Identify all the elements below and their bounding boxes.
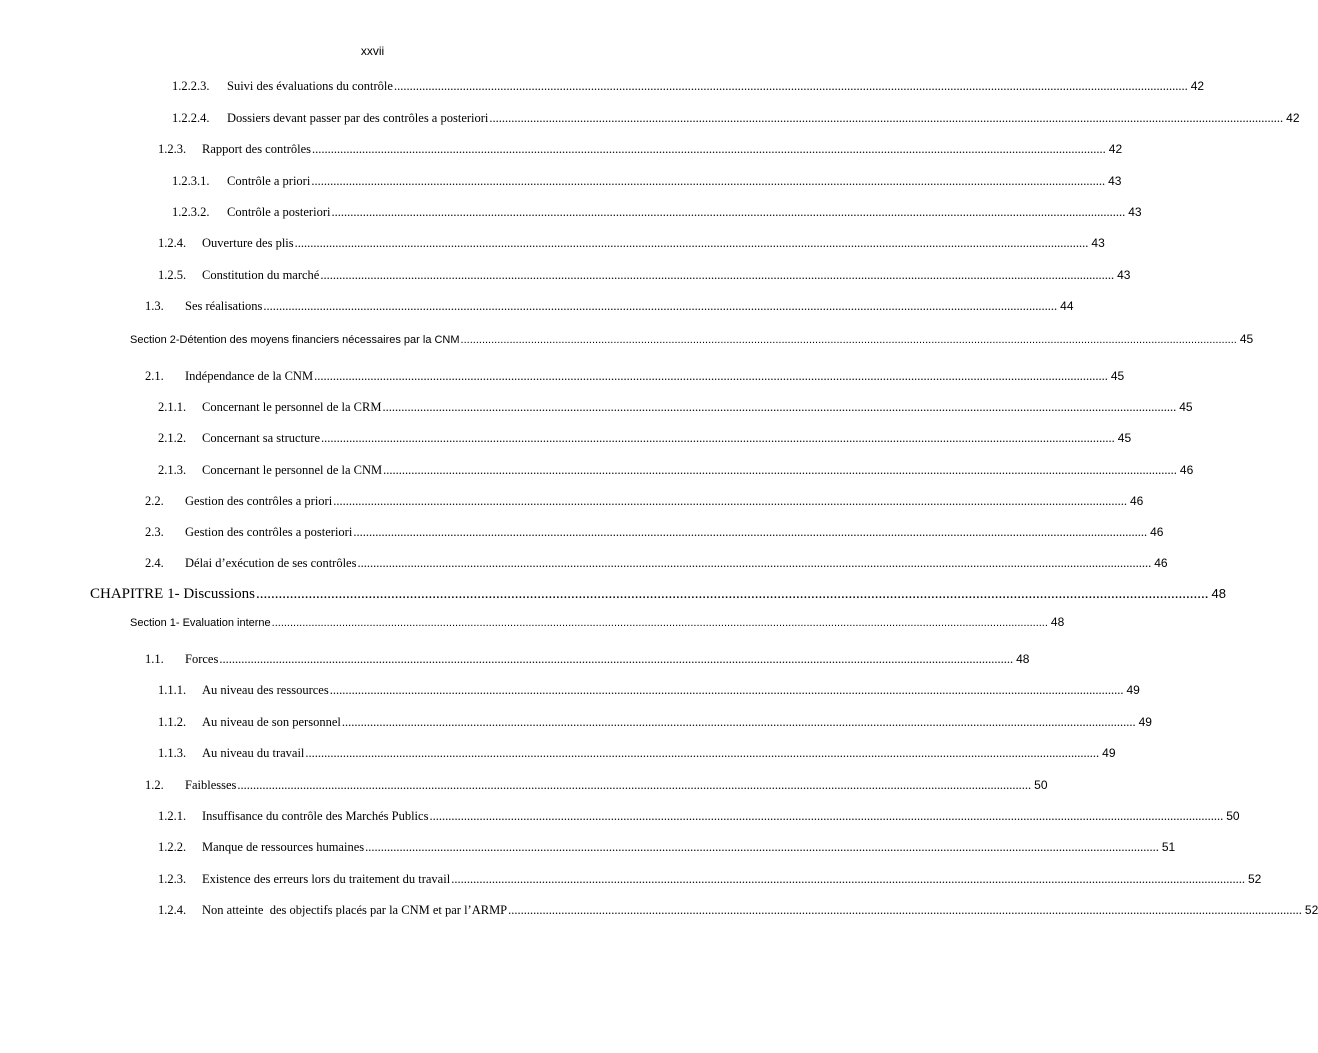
entry-title: Rapport des contrôles [202, 142, 312, 156]
entry-number: 1.1. [145, 652, 164, 666]
leader-dots [382, 400, 1176, 415]
entry-page: 52 [1247, 872, 1262, 886]
entry-title: Section 2-Détention des moyens financiers nécessaires par la CNM [130, 334, 460, 346]
entry-page: 44 [1060, 299, 1074, 313]
toc-entry[interactable] [158, 431, 1132, 446]
entry-number: 1.1.2. [158, 715, 187, 729]
entry-number: 1.2.3. [158, 142, 187, 156]
leader-dots [321, 431, 1115, 446]
toc-entry[interactable] [145, 369, 1125, 384]
entry-page: 45 [1179, 400, 1193, 414]
entry-number: 1.1.3. [158, 746, 187, 760]
entry-page: 43 [1117, 268, 1131, 282]
leader-dots [330, 683, 1124, 698]
leader-dots [219, 652, 1013, 667]
entry-title: Section 1- Evaluation interne [130, 617, 271, 629]
entry-number: 2.1.1. [158, 400, 187, 414]
entry-title: Constitution du marché [202, 268, 320, 282]
entry-title: Concernant le personnel de la CNM [202, 463, 383, 477]
entry-title: Non atteinte des objectifs placés par la CNM et par l’ARMP [202, 903, 508, 917]
leader-dots [311, 174, 1105, 189]
entry-page: 50 [1226, 809, 1240, 823]
entry-page: 43 [1128, 205, 1142, 219]
toc-entry[interactable] [172, 174, 1122, 189]
entry-title: Au niveau des ressources [202, 683, 329, 697]
entry-title: Faiblesses [185, 778, 237, 792]
entry-title: Concernant sa structure [202, 431, 321, 445]
entry-page: 42 [1286, 111, 1300, 125]
leader-dots [263, 299, 1057, 314]
toc-entry[interactable] [172, 205, 1142, 220]
entry-number: 1.2.4. [158, 236, 187, 250]
toc-entry[interactable] [158, 236, 1105, 251]
entry-title: Ses réalisations [185, 299, 263, 313]
entry-number: 2.4. [145, 556, 164, 570]
toc-entry[interactable] [145, 299, 1074, 314]
entry-number: 1.3. [145, 299, 164, 313]
entry-number: 1.2.1. [158, 809, 187, 823]
leader-dots [295, 236, 1089, 251]
toc-entry[interactable] [172, 79, 1205, 94]
entry-number: 1.2.3.1. [172, 174, 210, 188]
toc-entry-chapter[interactable] [90, 586, 1226, 603]
leader-dots [305, 746, 1099, 761]
toc-entry[interactable] [158, 903, 1318, 918]
entry-number: 1.2.4. [158, 903, 187, 917]
toc-entry[interactable] [158, 400, 1193, 415]
entry-page: 49 [1138, 715, 1152, 729]
entry-title: Contrôle a posteriori [227, 205, 331, 219]
toc-entry-section[interactable] [130, 332, 1254, 346]
entry-page: 43 [1108, 174, 1122, 188]
entry-title: Existence des erreurs lors du traitement du travail [202, 872, 451, 886]
toc-entry[interactable] [145, 525, 1164, 540]
leader-dots [272, 617, 1048, 629]
entry-number: 1.2.2. [158, 840, 187, 854]
entry-number: 1.2. [145, 778, 164, 792]
entry-page: 48 [1211, 586, 1226, 601]
entry-title: Suivi des évaluations du contrôle [227, 79, 393, 93]
toc-entry[interactable] [158, 809, 1240, 824]
toc-entry-section[interactable] [130, 615, 1065, 629]
toc-entry[interactable] [145, 494, 1144, 509]
entry-page: 46 [1150, 525, 1164, 539]
entry-page: 49 [1102, 746, 1116, 760]
entry-title: Manque de ressources humaines [202, 840, 365, 854]
entry-title: CHAPITRE 1- Discussions [90, 586, 256, 602]
toc-entry[interactable] [158, 463, 1194, 478]
toc-entry[interactable] [158, 268, 1131, 283]
entry-title: Délai d’exécution de ses contrôles [185, 556, 357, 570]
entry-page: 52 [1304, 903, 1318, 917]
entry-page: 51 [1161, 840, 1176, 854]
toc-entry[interactable] [158, 840, 1176, 855]
leader-dots [256, 586, 1209, 603]
entry-number: 2.1.3. [158, 463, 187, 477]
leader-dots [508, 903, 1302, 918]
entry-number: 2.1. [145, 369, 164, 383]
leader-dots [394, 79, 1188, 94]
entry-page: 45 [1117, 431, 1132, 445]
entry-page: 42 [1108, 142, 1123, 156]
entry-title: Forces [185, 652, 219, 666]
page-number: xxvii [360, 44, 385, 58]
entry-page: 43 [1091, 236, 1105, 250]
leader-dots [237, 778, 1031, 793]
toc-entry[interactable] [158, 746, 1116, 761]
leader-dots [353, 525, 1147, 540]
toc-entry[interactable] [145, 778, 1048, 793]
leader-dots [489, 111, 1283, 126]
leader-dots [333, 494, 1127, 509]
toc-entry[interactable] [172, 111, 1300, 126]
toc-entry[interactable] [145, 652, 1030, 667]
leader-dots [451, 872, 1245, 887]
entry-number: 2.3. [145, 525, 164, 539]
entry-number: 1.2.3.2. [172, 205, 210, 219]
entry-title: Ouverture des plis [202, 236, 294, 250]
leader-dots [342, 715, 1136, 730]
entry-page: 50 [1034, 778, 1048, 792]
toc-entry[interactable] [145, 556, 1168, 571]
entry-page: 45 [1110, 369, 1125, 383]
entry-title: Gestion des contrôles a priori [185, 494, 333, 508]
entry-title: Gestion des contrôles a posteriori [185, 525, 353, 539]
entry-title: Insuffisance du contrôle des Marchés Publics [202, 809, 429, 823]
entry-page: 42 [1190, 79, 1205, 93]
leader-dots [461, 334, 1237, 346]
entry-number: 2.1.2. [158, 431, 187, 445]
entry-page: 46 [1179, 463, 1194, 477]
entry-title: Indépendance de la CNM [185, 369, 314, 383]
entry-title: Concernant le personnel de la CRM [202, 400, 382, 414]
entry-page: 45 [1239, 332, 1254, 346]
leader-dots [429, 809, 1223, 824]
leader-dots [331, 205, 1125, 220]
entry-number: 1.2.2.3. [172, 79, 210, 93]
entry-number: 1.2.2.4. [172, 111, 210, 125]
entry-title: Au niveau du travail [202, 746, 305, 760]
toc-entry[interactable] [158, 683, 1140, 698]
entry-title: Au niveau de son personnel [202, 715, 341, 729]
leader-dots [357, 556, 1151, 571]
entry-page: 46 [1129, 494, 1144, 508]
leader-dots [320, 268, 1114, 283]
entry-page: 48 [1050, 615, 1065, 629]
entry-number: 1.2.3. [158, 872, 187, 886]
entry-number: 2.2. [145, 494, 164, 508]
leader-dots [314, 369, 1108, 384]
entry-number: 1.1.1. [158, 683, 187, 697]
leader-dots [312, 142, 1106, 157]
toc-entry[interactable] [158, 872, 1262, 887]
entry-page: 48 [1016, 652, 1030, 666]
entry-number: 1.2.5. [158, 268, 187, 282]
entry-page: 49 [1126, 683, 1140, 697]
toc-entry[interactable] [158, 142, 1123, 157]
leader-dots [365, 840, 1159, 855]
entry-page: 46 [1154, 556, 1168, 570]
entry-title: Dossiers devant passer par des contrôles a posteriori [227, 111, 489, 125]
leader-dots [383, 463, 1177, 478]
toc-entry[interactable] [158, 715, 1152, 730]
entry-title: Contrôle a priori [227, 174, 311, 188]
